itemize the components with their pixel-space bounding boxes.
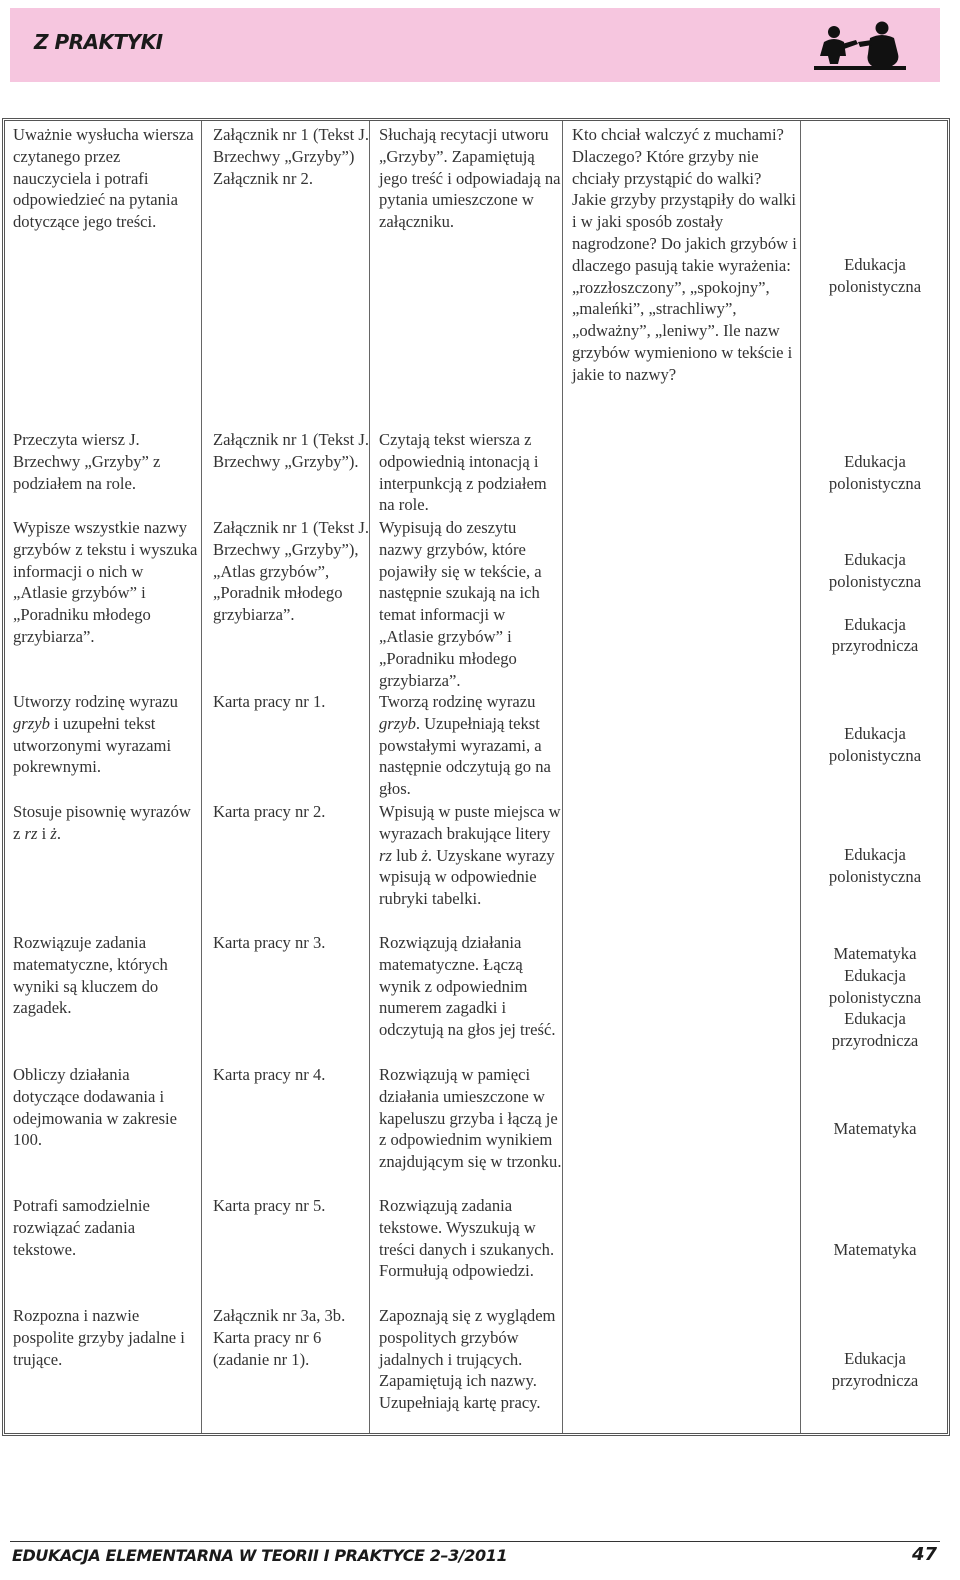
area-label: Edukacja przyrodnicza	[831, 1349, 919, 1390]
materials-cell: Załącznik nr 3a, 3b. Karta pracy nr 6 (zadanie nr 1).	[213, 1306, 346, 1369]
activities-cell: Rozwiązują działania matematyczne. Łączą wynik z odpowiednim numerem zagadki i odczytują na głos jej treść.	[379, 933, 556, 1040]
area-cell	[805, 1118, 945, 1140]
journal-title: EDUKACJA ELEMENTARNA W TEORII I PRAKTYCE 2–3/2011	[12, 1546, 508, 1565]
footer-rule	[10, 1541, 940, 1542]
area-label: Matematyka	[833, 944, 917, 963]
activities-cell: Rozwiązują w pamięci działania umieszczone w kapeluszu grzyba i łączą je z odpowiednim wynikiem znajdującym się w trzonku.	[379, 1065, 562, 1172]
questions-cell: Kto chciał walczyć z muchami? Dlaczego? Które grzyby nie chciały przystąpić do walki? Jakie grzyby przystąpiły do walki i w jaki sposób zostały nagrodzone? Do jakich grzybów i dlaczego pasują takie wyrażenia: „rozzłoszczony”, „spokojny”, „maleńki”, „strachliwy”, „odważny”, „leniwy”. Ile nazw grzybów wymieniono w tekście i jakie to nazwy?	[572, 125, 797, 384]
materials-cell: Karta pracy nr 4.	[213, 1065, 326, 1084]
materials-cell: Załącznik nr 1 (Tekst J. Brzechwy „Grzyby”).	[213, 430, 369, 471]
objective-cell: Uważnie wysłucha wiersza czytanego przez nauczyciela i potrafi odpowiedzieć na pytania dotyczące jego treści.	[13, 125, 194, 232]
materials-cell: Załącznik nr 1 (Tekst J. Brzechwy „Grzyby”), „Atlas grzybów”, „Poradnik młodego grzybiarza”.	[213, 518, 369, 625]
area-cell	[805, 451, 945, 495]
objective-cell: Potrafi samodzielnie rozwiązać zadania tekstowe.	[13, 1196, 150, 1259]
area-label: Edukacja przyrodnicza	[831, 1009, 919, 1051]
area-cell	[805, 549, 945, 657]
activities-cell: Wpisują w puste miejsca w wyrazach brakujące litery rz lub ż. Uzyskane wyrazy wpisują w odpowiednie rubryki tabelki.	[379, 802, 561, 909]
activities-cell: Zapoznają się z wyglądem pospolitych grzybów jadalnych i trujących. Zapamiętują ich nazwy. Uzupełniają kartę pracy.	[379, 1306, 556, 1413]
section-title: Z PRAKTYKI	[34, 30, 163, 54]
page-number: 47	[912, 1544, 938, 1565]
area-cell	[805, 844, 945, 888]
area-cell	[805, 254, 945, 298]
materials-cell: Karta pracy nr 2.	[213, 802, 326, 821]
objective-cell: Rozwiązuje zadania matematyczne, których wyniki są kluczem do zagadek.	[13, 933, 168, 1018]
area-label: Edukacja polonistyczna	[828, 845, 922, 886]
area-cell	[805, 1348, 945, 1392]
area-label: Edukacja polonistyczna	[828, 255, 922, 296]
area-label: Edukacja polonistyczna	[828, 965, 922, 1007]
area-cell	[805, 943, 945, 1052]
area-label: Edukacja polonistyczna	[828, 452, 922, 493]
objective-cell: Obliczy działania dotyczące dodawania i odejmowania w zakresie 100.	[13, 1065, 178, 1150]
objective-cell: Wypisze wszystkie nazwy grzybów z tekstu i wyszuka informacji o nich w „Atlasie grzybów” i „Poradniku młodego grzybiarza”.	[13, 518, 198, 646]
materials-cell: Karta pracy nr 3.	[213, 933, 326, 952]
materials-cell: Karta pracy nr 5.	[213, 1196, 326, 1215]
area-cell	[805, 723, 945, 767]
area-cell	[805, 1239, 945, 1261]
materials-cell: Karta pracy nr 1.	[213, 692, 326, 711]
area-label: Matematyka	[833, 1240, 917, 1259]
area-label: Edukacja polonistyczna	[828, 550, 922, 591]
objective-cell: Rozpozna i nazwie pospolite grzyby jadalne i trujące.	[13, 1306, 185, 1369]
column-divider	[369, 121, 370, 1433]
column-divider	[201, 121, 202, 1433]
activities-cell: Rozwiązują zadania tekstowe. Wyszukują w treści danych i szukanych. Formułują odpowiedzi.	[379, 1196, 555, 1281]
objective-cell: Przeczyta wiersz J. Brzechwy „Grzyby” z podziałem na role.	[13, 430, 161, 493]
objective-cell: Utworzy rodzinę wyrazu grzyb i uzupełni tekst utworzonymi wyrazami pokrewnymi.	[13, 692, 178, 777]
lesson-plan-table	[2, 118, 950, 1436]
column-divider	[800, 121, 801, 1433]
activities-cell: Słuchają recytacji utworu „Grzyby”. Zapamiętują jego treść i odpowiadają na pytania umieszczone w załączniku.	[379, 125, 561, 232]
activities-cell: Czytają tekst wiersza z odpowiednią intonacją i interpunkcją z podziałem na role.	[379, 430, 547, 515]
area-label: Edukacja przyrodnicza	[831, 614, 919, 656]
area-label: Matematyka	[833, 1119, 917, 1138]
materials-cell: Załącznik nr 1 (Tekst J. Brzechwy „Grzyby”) Załącznik nr 2.	[213, 125, 369, 188]
activities-cell: Wypisują do zeszytu nazwy grzybów, które pojawiły się w tekście, a następnie szukają na ich temat informacji w „Atlasie grzybów” i „Poradniku młodego grzybiarza”.	[379, 518, 542, 690]
area-label: Edukacja polonistyczna	[828, 724, 922, 765]
children-silhouette-icon	[812, 16, 908, 72]
objective-cell: Stosuje pisownię wyrazów z rz i ż.	[13, 802, 191, 843]
activities-cell: Tworzą rodzinę wyrazu grzyb. Uzupełniają tekst powstałymi wyrazami, a następnie odczytują go na głos.	[379, 692, 551, 799]
